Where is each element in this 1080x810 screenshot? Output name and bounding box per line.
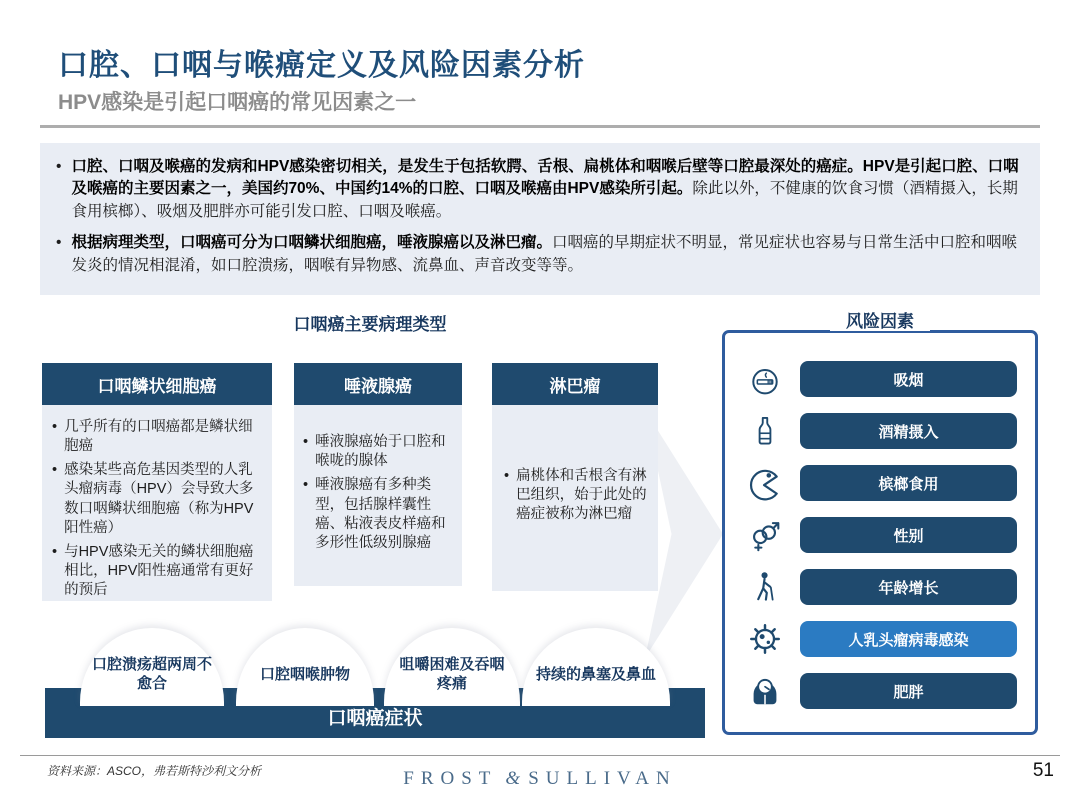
bottle-icon <box>741 413 789 449</box>
frost-sullivan-logo: FROST & SULLIVAN <box>403 768 677 789</box>
intro-bullet-text: 口腔、口咽及喉癌的发病和HPV感染密切相关，是发生于包括软腭、舌根、扁桃体和咽喉后壁等口腔最深处的癌症。HPV是引起口腔、口咽及喉癌的主要因素之一，美国约70%、中国约14%的口腔、口咽及喉癌由HPV感染所引起。除此以外，不健康的饮食习惯（酒精摄入，长期食用槟榔）、吸烟及肥胖亦可能引发口腔、口咽及喉癌。 <box>71 158 1019 220</box>
gender-icon <box>741 516 789 554</box>
column-body-squamous <box>42 405 272 601</box>
symptoms-banner-label: 口咽癌症状 <box>327 708 423 729</box>
risk-factors-panel <box>722 330 1038 735</box>
list-item: • 感染某些高危基因类型的人乳头瘤病毒（HPV）会导致大多数口咽鳞状细胞癌（称为HPV阳性癌） <box>52 462 254 536</box>
page-title: 口腔、口咽与喉癌定义及风险因素分析 <box>58 49 585 82</box>
symptom-bubble: 咀嚼困难及吞咽疼痛 <box>384 628 520 706</box>
betel-chewing-icon <box>741 464 789 502</box>
list-item: • 唾液腺癌有多种类型，包括腺样囊性癌、粘液表皮样癌和多形性低级别腺癌 <box>303 477 446 551</box>
page-number: 51 <box>1032 760 1054 781</box>
virus-icon <box>741 620 789 658</box>
risk-row-betel <box>741 462 1023 504</box>
symptom-bubble: 口腔咽喉肿物 <box>236 628 374 706</box>
column-header-salivary: 唾液腺癌 <box>294 363 462 405</box>
risk-pill-age: 年龄增长 <box>800 569 1017 605</box>
elderly-icon <box>741 569 789 605</box>
risk-row-gender <box>741 514 1023 556</box>
footer-divider <box>20 755 1060 756</box>
scale-icon <box>741 672 789 710</box>
symptom-bubble: 口腔溃疡超两周不愈合 <box>80 628 224 706</box>
ampersand: & <box>505 768 521 789</box>
risk-row-smoking <box>741 358 1023 400</box>
risk-row-age <box>741 566 1023 608</box>
column-header-lymphoma: 淋巴瘤 <box>492 363 658 405</box>
intro-bullet <box>56 232 1020 277</box>
risk-pill-alcohol: 酒精摄入 <box>800 413 1017 449</box>
risk-pill-gender: 性别 <box>800 517 1017 553</box>
risk-row-alcohol <box>741 410 1023 452</box>
list-item: • 唾液腺癌始于口腔和喉咙的腺体 <box>303 434 446 470</box>
intro-bullet <box>56 156 1020 223</box>
source-note: 资料来源：ASCO，弗若斯特沙利文分析 <box>47 764 262 778</box>
risk-factors-title: 风险因素 <box>722 307 1038 332</box>
column-body-lymphoma <box>492 405 658 591</box>
page-subtitle: HPV感染是引起口咽癌的常见因素之一 <box>58 91 417 114</box>
column-header-squamous: 口咽鳞状细胞癌 <box>42 363 272 405</box>
bullet-marker: • <box>56 158 62 175</box>
list-item: • 扁桃体和舌根含有淋巴组织，始于此处的癌症被称为淋巴瘤 <box>504 467 647 523</box>
cigarette-icon <box>741 361 789 397</box>
header-divider <box>40 125 1040 128</box>
column-body-salivary <box>294 405 462 586</box>
risk-pill-smoking: 吸烟 <box>800 361 1017 397</box>
intro-box <box>40 143 1040 295</box>
list-item: • 与HPV感染无关的鳞状细胞癌相比，HPV阳性癌通常有更好的预后 <box>52 543 254 598</box>
pathology-section-title: 口咽癌主要病理类型 <box>293 315 447 334</box>
symptom-bubble: 持续的鼻塞及鼻血 <box>522 628 670 706</box>
intro-bullet-text: 根据病理类型，口咽癌可分为口咽鳞状细胞癌，唾液腺癌以及淋巴瘤。口咽癌的早期症状不明显，常见症状也容易与日常生活中口腔和咽喉发炎的情况相混淆，如口腔溃疡，咽喉有异物感、流鼻血、声音改变等等。 <box>71 234 1017 274</box>
risk-row-obesity <box>741 670 1023 712</box>
risk-pill-betel: 槟榔食用 <box>800 465 1017 501</box>
risk-pill-hpv: 人乳头瘤病毒感染 <box>800 621 1017 657</box>
risk-row-hpv <box>741 618 1023 660</box>
list-item: • 几乎所有的口咽癌都是鳞状细胞癌 <box>52 419 253 455</box>
risk-pill-obesity: 肥胖 <box>800 673 1017 709</box>
bullet-marker: • <box>56 234 62 252</box>
